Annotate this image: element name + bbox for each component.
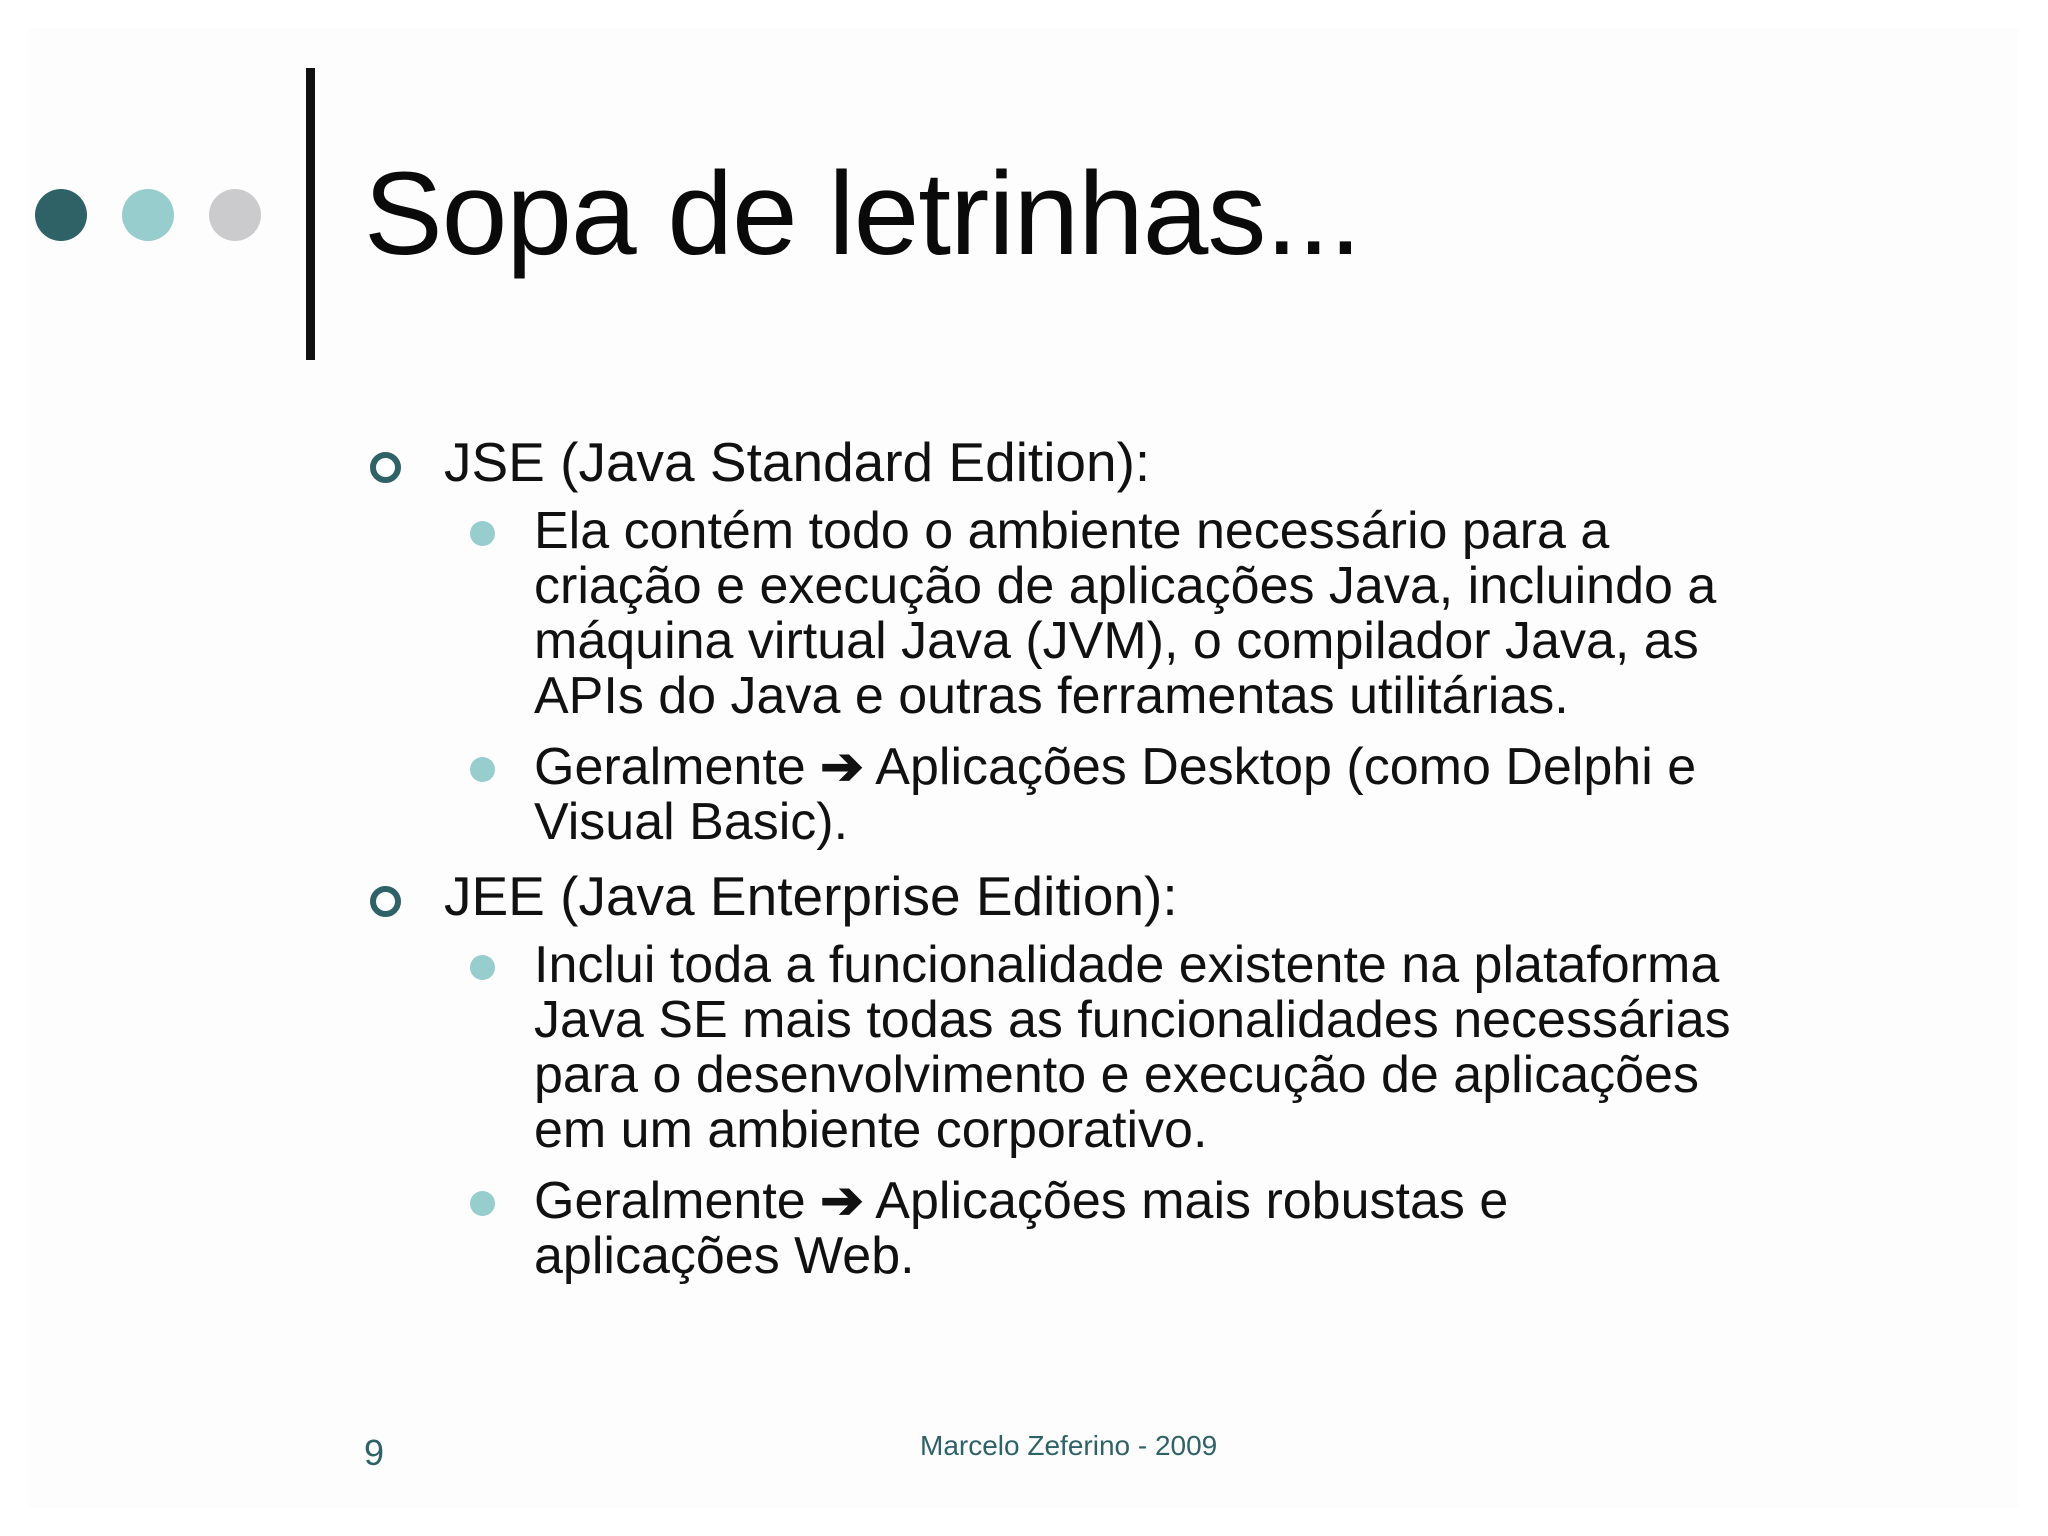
title-divider [306, 68, 315, 360]
bullet-list-jee [370, 938, 1910, 1284]
bullet-text: Aplicações Desktop (como Delphi e [875, 738, 1697, 796]
bullet-item [534, 938, 1914, 1158]
bullet-line: Visual Basic). [534, 793, 849, 851]
bullet-line: em um ambiente corporativo. [534, 1101, 1208, 1159]
bullet-item [534, 1174, 1914, 1284]
arrow-right-icon: ➔ [820, 738, 864, 796]
decor-dot-teal [122, 189, 174, 241]
section-heading-jee [370, 866, 1910, 926]
decor-dot-gray [209, 189, 261, 241]
bullet-line: Ela contém todo o ambiente necessário para a [534, 502, 1610, 560]
bullet-prefix: Geralmente [534, 1172, 806, 1230]
circle-bullet-icon [370, 452, 401, 483]
slide-content [370, 432, 1910, 1300]
section-heading-text: JSE (Java Standard Edition): [444, 431, 1151, 493]
circle-bullet-icon [370, 886, 401, 917]
dot-bullet-icon [470, 757, 495, 782]
bullet-line: Inclui toda a funcionalidade existente na plataforma [534, 936, 1720, 994]
page-number: 9 [364, 1432, 385, 1473]
bullet-line [534, 740, 1914, 795]
bullet-line: Java SE mais todas as funcionalidades necessárias [534, 991, 1731, 1049]
footer-author: Marcelo Zeferino - 2009 [920, 1430, 1218, 1461]
arrow-right-icon: ➔ [820, 1172, 864, 1230]
dot-bullet-icon [470, 1191, 495, 1216]
decor-dot-dark [35, 189, 87, 241]
dot-bullet-icon [470, 521, 495, 546]
dot-bullet-icon [470, 955, 495, 980]
bullet-prefix: Geralmente [534, 738, 806, 796]
bullet-line: máquina virtual Java (JVM), o compilador Java, as [534, 612, 1699, 670]
section-heading-jse [370, 432, 1910, 492]
bullet-item [534, 740, 1914, 850]
section-heading-text: JEE (Java Enterprise Edition): [444, 865, 1178, 927]
bullet-list-jse [370, 504, 1910, 850]
bullet-line: aplicações Web. [534, 1227, 915, 1285]
slide-title: Sopa de letrinhas... [364, 148, 1361, 280]
bullet-item [534, 504, 1914, 724]
bullet-text: Aplicações mais robustas e [875, 1172, 1509, 1230]
bullet-line: para o desenvolvimento e execução de aplicações [534, 1046, 1699, 1104]
bullet-line [534, 1174, 1914, 1229]
bullet-line: APIs do Java e outras ferramentas utilitárias. [534, 667, 1569, 725]
bullet-line: criação e execução de aplicações Java, incluindo a [534, 557, 1717, 615]
